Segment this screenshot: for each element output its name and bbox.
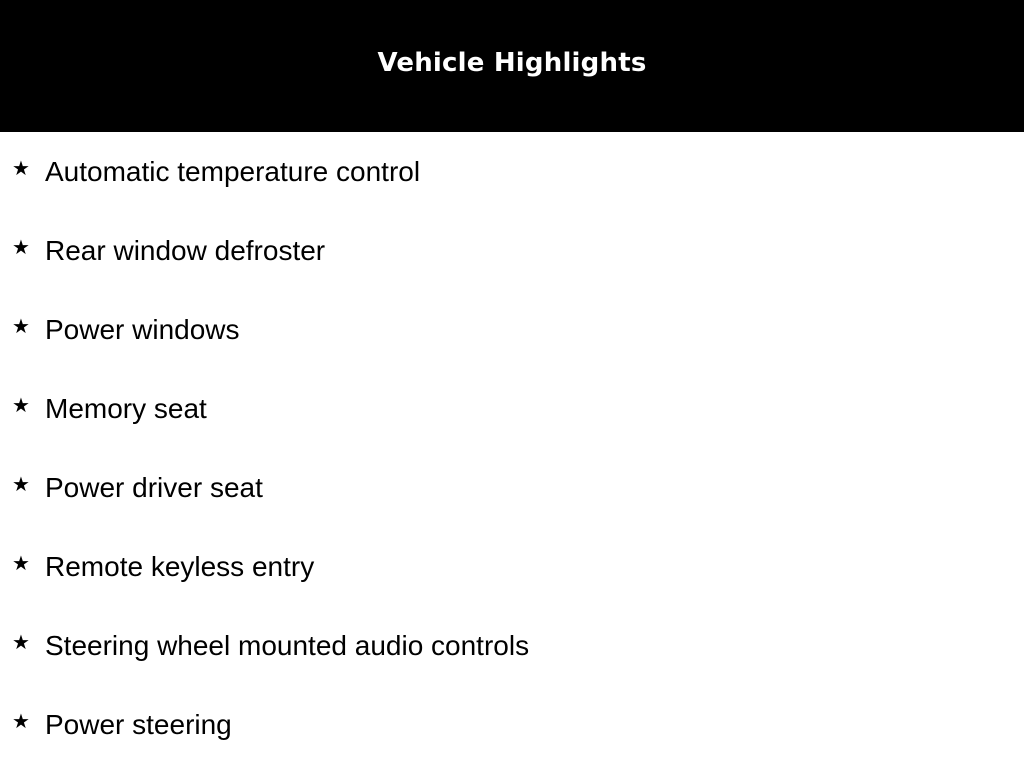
list-item	[0, 152, 1024, 192]
list-item	[0, 231, 1024, 271]
star-icon: ★	[12, 709, 30, 733]
list-item	[0, 468, 1024, 508]
star-icon: ★	[12, 156, 30, 180]
feature-label: Steering wheel mounted audio controls	[45, 630, 530, 661]
header-bar	[0, 0, 1024, 132]
list-item	[0, 547, 1024, 587]
feature-label: Memory seat	[45, 393, 207, 424]
star-icon: ★	[12, 314, 30, 338]
star-icon: ★	[12, 472, 30, 496]
page-title: Vehicle Highlights	[377, 48, 647, 78]
feature-label: Automatic temperature control	[45, 156, 421, 187]
feature-label: Power driver seat	[45, 472, 263, 503]
star-icon: ★	[12, 630, 30, 654]
feature-label: Power steering	[45, 709, 232, 740]
feature-label: Rear window defroster	[45, 235, 326, 266]
list-item	[0, 705, 1024, 745]
feature-label: Power windows	[45, 314, 240, 345]
star-icon: ★	[12, 235, 30, 259]
list-item	[0, 626, 1024, 666]
list-item	[0, 310, 1024, 350]
feature-label: Remote keyless entry	[45, 551, 315, 582]
list-item	[0, 389, 1024, 429]
star-icon: ★	[12, 551, 30, 575]
star-icon: ★	[12, 393, 30, 417]
